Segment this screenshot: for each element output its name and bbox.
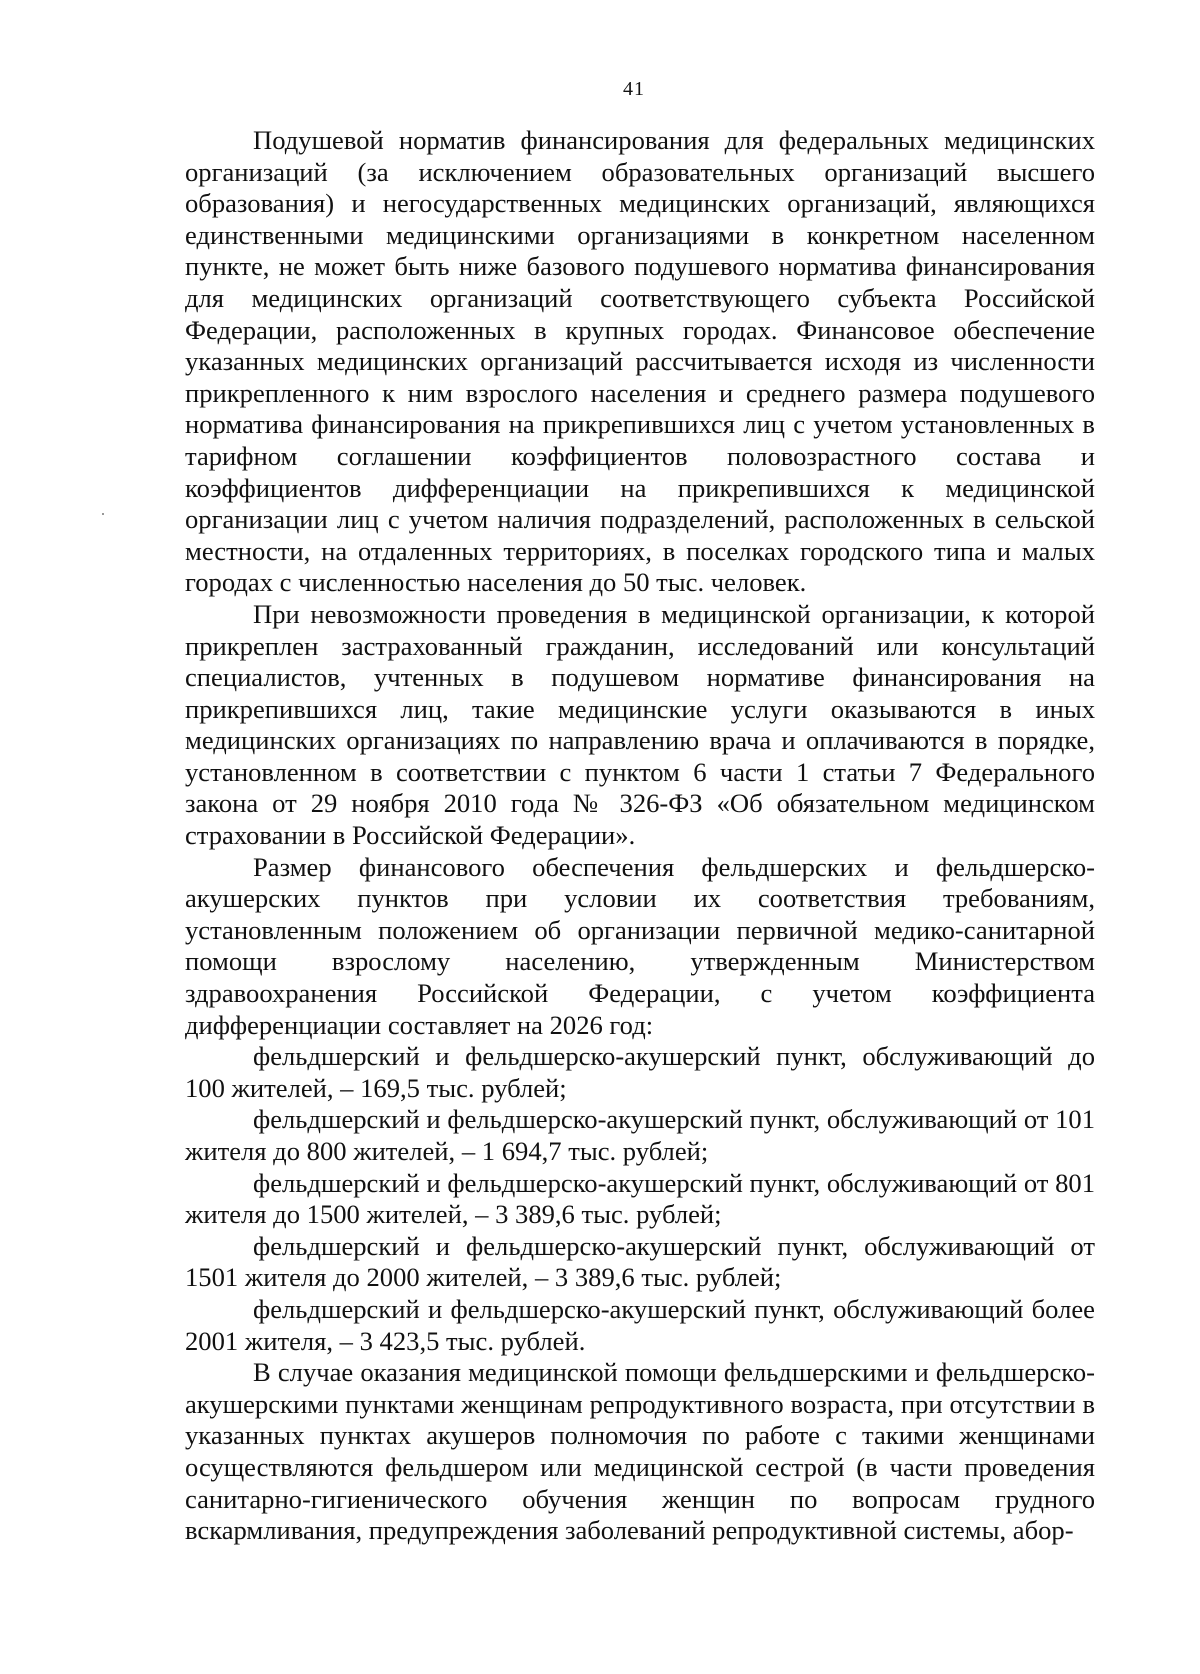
list-item-over-2001: фельдшерский и фельдшерско-акушерский пункт, обслуживающий более 2001 жителя, – 3 423,5 тыс. рублей. bbox=[185, 1293, 1095, 1356]
paragraph-capitation-standard: Подушевой норматив финансирования для федеральных медицинских организаций (за исключением образовательных организаций высшего образования) и негосударственных медицинских организаций, являющихся единственными медицинскими организациями в конкретном населенном пункте, не может быть ниже базового подушевого норматива финансирования для медицинских организаций соответствующего субъекта Российской Федерации, расположенных в крупных городах. Финансовое обеспечение указанных медицинских организаций рассчитывается исходя из численности прикрепленного к ним взрослого населения и среднего размера подушевого норматива финансирования на прикрепившихся лиц с учетом установленных в тарифном соглашении коэффициентов половозрастного состава и коэффициентов дифференциации на прикрепившихся к медицинской организации лиц с учетом наличия подразделений, расположенных в сельской местности, на отдаленных территориях, в поселках городского типа и малых городах с численностью населения до 50 тыс. человек. bbox=[185, 125, 1095, 598]
document-body bbox=[185, 125, 1095, 1547]
paragraph-feldsher-funding: Размер финансового обеспечения фельдшерских и фельдшерско-акушерских пунктов при условии их соответствия требованиям, установленным положением об организации первичной медико-санитарной помощи взрослому населению, утвержденным Министерством здравоохранения Российской Федерации, с учетом коэффициента дифференциации составляет на 2026 год: bbox=[185, 851, 1095, 1040]
paragraph-reproductive-age: В случае оказания медицинской помощи фельдшерскими и фельдшерско-акушерскими пунктами женщинам репродуктивного возраста, при отсутствии в указанных пунктах акушеров полномочия по работе с такими женщинами осуществляются фельдшером или медицинской сестрой (в части проведения санитарно-гигиенического обучения женщин по вопросам грудного вскармливания, предупреждения заболеваний репродуктивной системы, абор- bbox=[185, 1357, 1095, 1546]
paragraph-other-organizations: При невозможности проведения в медицинской организации, к которой прикреплен застрахованный гражданин, исследований или консультаций специалистов, учтенных в подушевом нормативе финансирования на прикрепившихся лиц, такие медицинские услуги оказываются в иных медицинских организациях по направлению врача и оплачиваются в порядке, установленном в соответствии с пунктом 6 части 1 статьи 7 Федерального закона от 29 ноября 2010 года № 326-ФЗ «Об обязательном медицинском страховании в Российской Федерации». bbox=[185, 598, 1095, 851]
scan-speck bbox=[102, 513, 104, 515]
list-item-up-to-100: фельдшерский и фельдшерско-акушерский пункт, обслуживающий до 100 жителей, – 169,5 тыс. рублей; bbox=[185, 1041, 1095, 1103]
list-item-801-1500: фельдшерский и фельдшерско-акушерский пункт, обслуживающий от 801 жителя до 1500 жителей, – 3 389,6 тыс. рублей; bbox=[185, 1167, 1095, 1230]
page-number: 41 bbox=[623, 78, 645, 100]
list-item-101-800: фельдшерский и фельдшерско-акушерский пункт, обслуживающий от 101 жителя до 800 жителей, – 1 694,7 тыс. рублей; bbox=[185, 1104, 1095, 1166]
list-item-1501-2000: фельдшерский и фельдшерско-акушерский пункт, обслуживающий от 1501 жителя до 2000 жителей, – 3 389,6 тыс. рублей; bbox=[185, 1230, 1095, 1293]
